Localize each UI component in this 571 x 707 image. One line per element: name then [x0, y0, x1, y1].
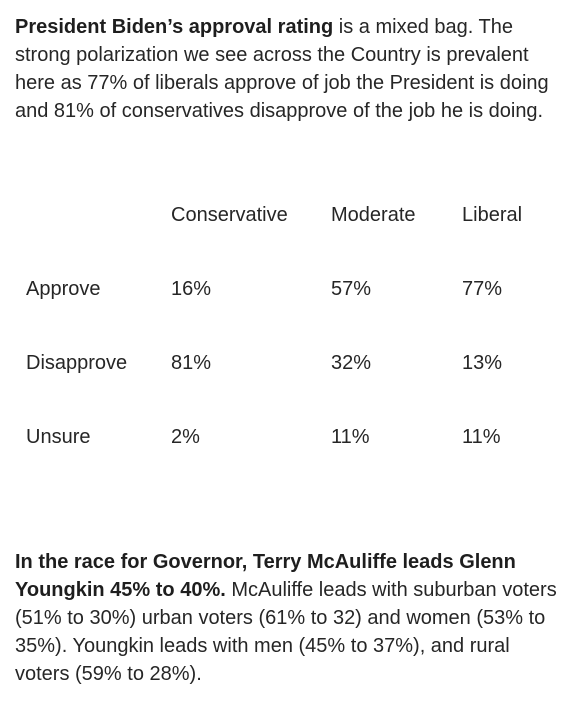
governor-race-text: McAuliffe leads with suburban voters (51% to 30%) urban voters (61% to 32) and women (53% to 35%). Youngkin leads with men (45% to 37%), and rural voters (59% to 28%). [15, 579, 557, 685]
row-label-disapprove: Disapprove [26, 352, 128, 374]
approval-text: is a mixed bag. The strong polarization we see across the Country is prevalent here as 77% of liberals approve of job the President is doing and 81% of conservatives disapprove of the job he is doing. [15, 16, 549, 122]
column-header-conservative: Conservative [171, 204, 288, 226]
table-cell: 32% [331, 352, 372, 374]
row-label-unsure: Unsure [26, 426, 91, 448]
column-header-liberal: Liberal [462, 204, 523, 226]
governor-race-paragraph [15, 548, 563, 688]
table-cell: 81% [171, 352, 212, 374]
table-cell: 77% [462, 278, 503, 300]
table-cell: 11% [331, 426, 370, 448]
column-header-moderate: Moderate [331, 204, 416, 226]
table-cell: 11% [462, 426, 501, 448]
table-cell: 16% [171, 278, 212, 300]
approval-by-ideology-table [0, 193, 571, 493]
approval-paragraph [15, 13, 563, 125]
governor-race-lead: In the race for Governor, Terry McAuliffe leads Glenn Youngkin 45% to 40%. [15, 551, 516, 601]
table-cell: 13% [462, 352, 503, 374]
row-label-approve: Approve [26, 278, 101, 300]
table-cell: 2% [171, 426, 200, 448]
table-cell: 57% [331, 278, 372, 300]
approval-lead: President Biden’s approval rating [15, 16, 334, 38]
